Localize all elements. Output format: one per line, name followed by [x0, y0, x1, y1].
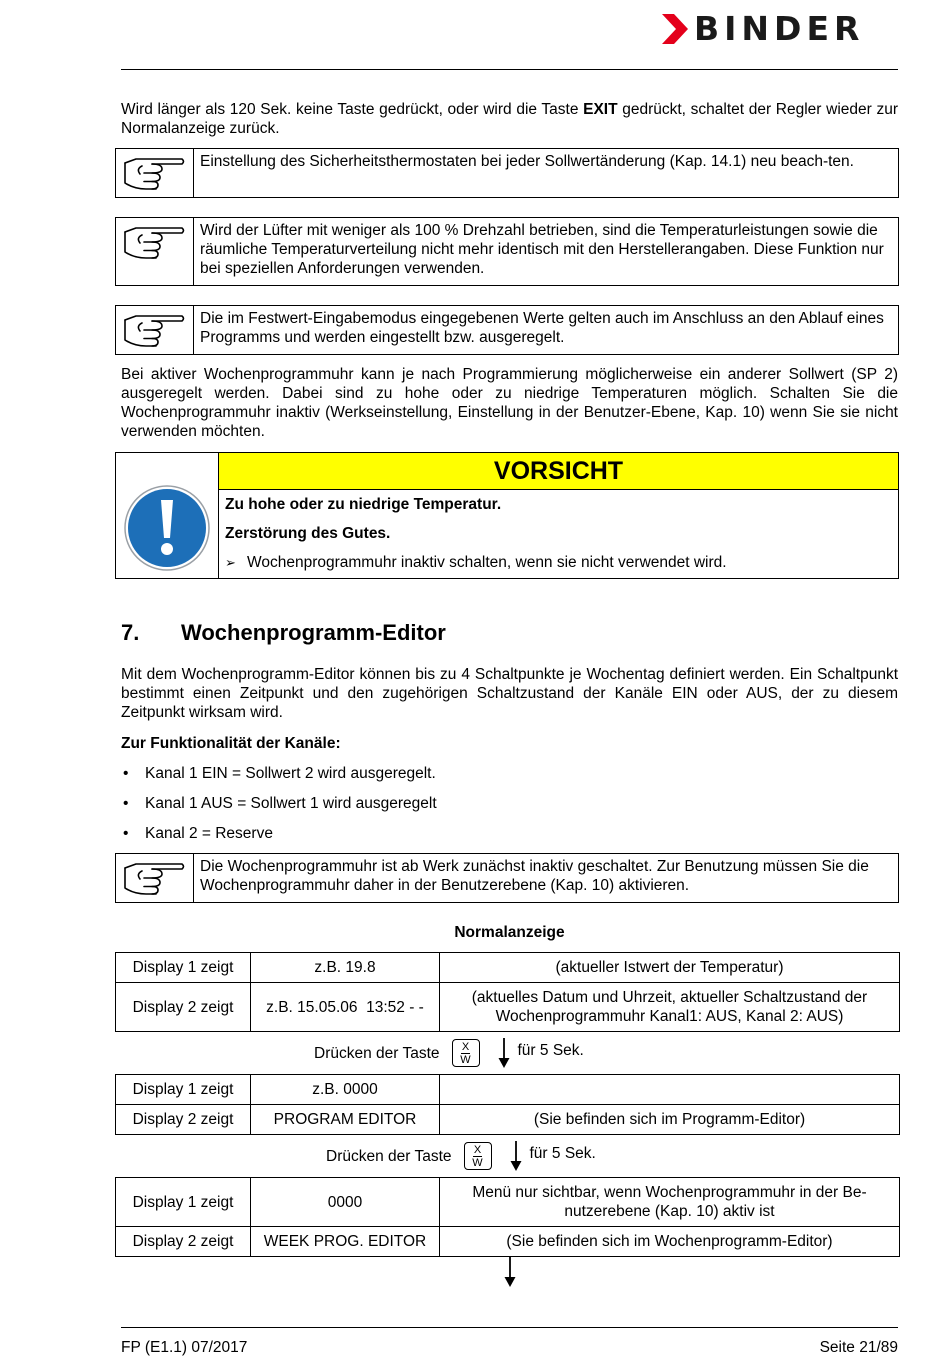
note-box-2: [115, 217, 899, 286]
table-cell-label: Display 2 zeigt: [116, 983, 251, 1032]
intro-key-exit: EXIT: [583, 101, 618, 118]
press-key-instruction: [326, 1142, 596, 1170]
key-bottom-label: W: [472, 1156, 483, 1169]
key-bottom-label: W: [460, 1053, 471, 1066]
table-cell-value: z.B. 19.8: [251, 953, 440, 983]
table-cell-value: WEEK PROG. EDITOR: [251, 1227, 440, 1257]
list-item: [121, 794, 437, 813]
caution-box: [115, 452, 899, 579]
table-cell-label: Display 1 zeigt: [116, 1178, 251, 1227]
table-cell-label: Display 2 zeigt: [116, 1105, 251, 1135]
list-item-text: Kanal 1 EIN = Sollwert 2 wird ausgeregelt.: [145, 765, 436, 782]
table-row: [116, 1105, 900, 1135]
note-box-1: [115, 148, 899, 198]
logo-text: BINDER: [694, 9, 865, 48]
caution-hazard: Zu hohe oder zu niedrige Temperatur.: [225, 496, 502, 513]
footer-divider: [121, 1327, 898, 1328]
weekly-program-paragraph: Bei aktiver Wochenprogrammuhr kann je nach Programmierung möglicherweise ein anderer Sollwert (SP 2) ausgeregelt werden. Dabei sind zu hohe oder zu niedrige Temperaturen möglich. Schalten Sie die Wochenprogrammuhr inaktiv (Werkseinstellung, Einstellung in der Benutzer-Ebene, Kap. 10) wenn Sie sie nicht verwenden möchten.: [121, 366, 898, 440]
bullet-icon: •: [123, 795, 129, 812]
footer-document-id: FP (E1.1) 07/2017: [121, 1339, 248, 1356]
key-top-label: X: [473, 1143, 482, 1156]
bullet-icon: •: [123, 765, 129, 782]
pointing-hand-icon: [122, 153, 188, 193]
note-icon-cell: [116, 306, 194, 354]
list-item: [121, 824, 273, 843]
arrow-down-icon: [498, 1038, 510, 1068]
section-heading: [121, 620, 446, 646]
table-cell-desc: [440, 1075, 900, 1105]
xw-key-icon: [452, 1039, 480, 1067]
section-intro: Mit dem Wochenprogramm-Editor können bis zu 4 Schaltpunkte je Wochentag definiert werden. Ein Schaltpunkt bestimmt einen Zeitpunkt und den zugehörigen Schaltzustand der Kanäle EIN oder AUS, der zu diesem Zeitpunkt wirksam wird.: [121, 666, 898, 721]
section-number: 7.: [121, 620, 140, 645]
note-text: Einstellung des Sicherheitsthermostaten bei jeder Sollwertänderung (Kap. 14.1) neu beach-ten.: [200, 153, 854, 170]
table-cell-desc: (Sie befinden sich im Programm-Editor): [440, 1105, 900, 1135]
press-text: Drücken der Taste: [314, 1044, 440, 1062]
note-box-3: [115, 305, 899, 355]
note-text: Die im Festwert-Eingabemodus eingegebenen Werte gelten auch im Anschluss an den Ablauf eines Programms und werden eingestellt bzw. ausgeregelt.: [200, 310, 884, 346]
key-top-label: X: [461, 1040, 470, 1053]
footer-page-number: Seite 21/89: [819, 1339, 898, 1356]
intro-text-start: Wird länger als 120 Sek. keine Taste gedrückt, oder wird die Taste: [121, 101, 584, 118]
intro-text-end: gedrückt, schaltet der Regler wieder zur Normalanzeige zurück.: [121, 101, 898, 137]
caution-title: VORSICHT: [219, 453, 898, 490]
display-table-program-editor: [115, 1074, 900, 1135]
display-table-normal: [115, 952, 900, 1032]
normal-display-label: Normalanzeige: [454, 924, 565, 941]
caution-icon-cell: [116, 453, 219, 578]
arrow-down-icon: [504, 1257, 516, 1287]
caution-body: [219, 453, 898, 578]
table-cell-value: PROGRAM EDITOR: [251, 1105, 440, 1135]
table-cell-desc: Menü nur sichtbar, wenn Wochenprogrammuhr in der Be-nutzerebene (Kap. 10) aktiv ist: [440, 1178, 900, 1227]
table-cell-label: Display 2 zeigt: [116, 1227, 251, 1257]
arrow-bullet-icon: ➢: [225, 556, 236, 571]
pointing-hand-icon: [122, 222, 188, 262]
channels-heading: Zur Funktionalität der Kanäle:: [121, 735, 341, 752]
table-cell-desc: (Sie befinden sich im Wochenprogramm-Editor): [440, 1227, 900, 1257]
table-cell-label: Display 1 zeigt: [116, 1075, 251, 1105]
table-row: [116, 983, 900, 1032]
list-item: [121, 764, 436, 783]
table-row: [116, 1227, 900, 1257]
section-title: Wochenprogramm-Editor: [181, 620, 446, 645]
note-text: Wird der Lüfter mit weniger als 100 % Drehzahl betrieben, sind die Temperaturleistungen sowie die räumliche Temperaturverteilung nicht mehr identisch mit den Herstellerangaben. Diese Funktion nur bei speziellen Anforderungen verwenden.: [200, 222, 884, 277]
pointing-hand-icon: [122, 310, 188, 350]
binder-logo: [660, 9, 900, 48]
caution-action: [219, 548, 898, 577]
arrow-down-icon: [510, 1141, 522, 1171]
table-row: [116, 953, 900, 983]
header-divider: [121, 69, 898, 70]
caution-action-text: Wochenprogrammuhr inaktiv schalten, wenn sie nicht verwendet wird.: [247, 554, 727, 571]
caution-consequence: Zerstörung des Gutes.: [225, 525, 391, 542]
table-row: [116, 1178, 900, 1227]
press-key-instruction: [314, 1039, 584, 1067]
table-cell-label: Display 1 zeigt: [116, 953, 251, 983]
list-item-text: Kanal 2 = Reserve: [145, 825, 273, 842]
intro-paragraph: [121, 100, 898, 138]
pointing-hand-icon: [122, 858, 188, 898]
press-duration: für 5 Sek.: [529, 1144, 596, 1162]
table-cell-value: z.B. 15.05.06 13:52 - -: [251, 983, 440, 1032]
note-icon-cell: [116, 218, 194, 285]
exclamation-icon: [123, 484, 211, 572]
note-box-4: [115, 853, 899, 903]
list-item-text: Kanal 1 AUS = Sollwert 1 wird ausgeregelt: [145, 795, 437, 812]
note-icon-cell: [116, 854, 194, 902]
logo-arrow-icon: [660, 12, 690, 46]
display-table-week-editor: [115, 1177, 900, 1257]
table-row: [116, 1075, 900, 1105]
table-cell-value: z.B. 0000: [251, 1075, 440, 1105]
xw-key-icon: [464, 1142, 492, 1170]
press-text: Drücken der Taste: [326, 1147, 452, 1165]
table-cell-desc: (aktuelles Datum und Uhrzeit, aktueller Schaltzustand der Wochenprogrammuhr Kanal1: AUS, Kanal 2: AUS): [440, 983, 900, 1032]
bullet-icon: •: [123, 825, 129, 842]
table-cell-desc: (aktueller Istwert der Temperatur): [440, 953, 900, 983]
press-duration: für 5 Sek.: [517, 1041, 584, 1059]
table-cell-value: 0000: [251, 1178, 440, 1227]
note-text: Die Wochenprogrammuhr ist ab Werk zunächst inaktiv geschaltet. Zur Benutzung müssen Sie die Wochenprogrammuhr daher in der Benutzerebene (Kap. 10) aktivieren.: [200, 858, 869, 894]
note-icon-cell: [116, 149, 194, 197]
